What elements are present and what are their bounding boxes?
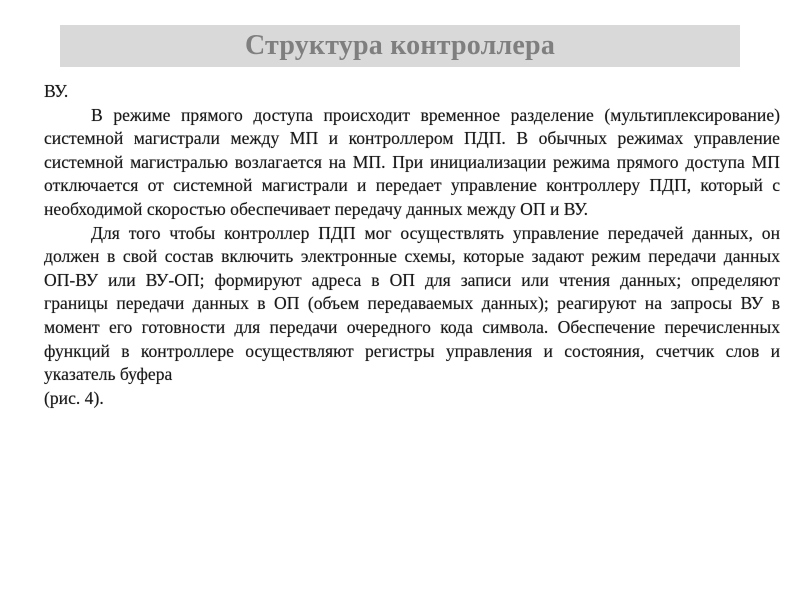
scanned-text-block (44, 80, 780, 540)
slide-title: Структура контроллера (244, 30, 556, 61)
paragraph-dma-mode: В режиме прямого доступа происходит временное разделение (мультиплексирование) системной магистрали между МП и контроллером ПДП. В обычных режимах управление системной магистралью возлагается на МП. При инициализации режима прямого доступа МП отключается от системной магистрали и передает управление контроллеру ПДП, который с необходимой скоростью обеспечивает передачу данных между ОП и ВУ. (44, 104, 780, 219)
paragraph-controller-functions: Для того чтобы контроллер ПДП мог осуществлять управление передачей данных, он должен в свой состав включить электронные схемы, которые задают режим передачи данных ОП-ВУ или ВУ-ОП; формируют адреса в ОП для записи или чтения данных; определяют границы передачи данных в ОП (объем передаваемых данных); реагируют на запросы ВУ в момент его готовности для передачи очередного кода символа. Обеспечение перечисленных функций в контроллере осуществляют регистры управления и состояния, счетчик слов и указатель буфера (44, 222, 780, 385)
lead-text: ВУ. (44, 81, 69, 101)
paragraph-figure-reference: (рис. 4). (44, 387, 104, 408)
title-bar (60, 25, 740, 67)
